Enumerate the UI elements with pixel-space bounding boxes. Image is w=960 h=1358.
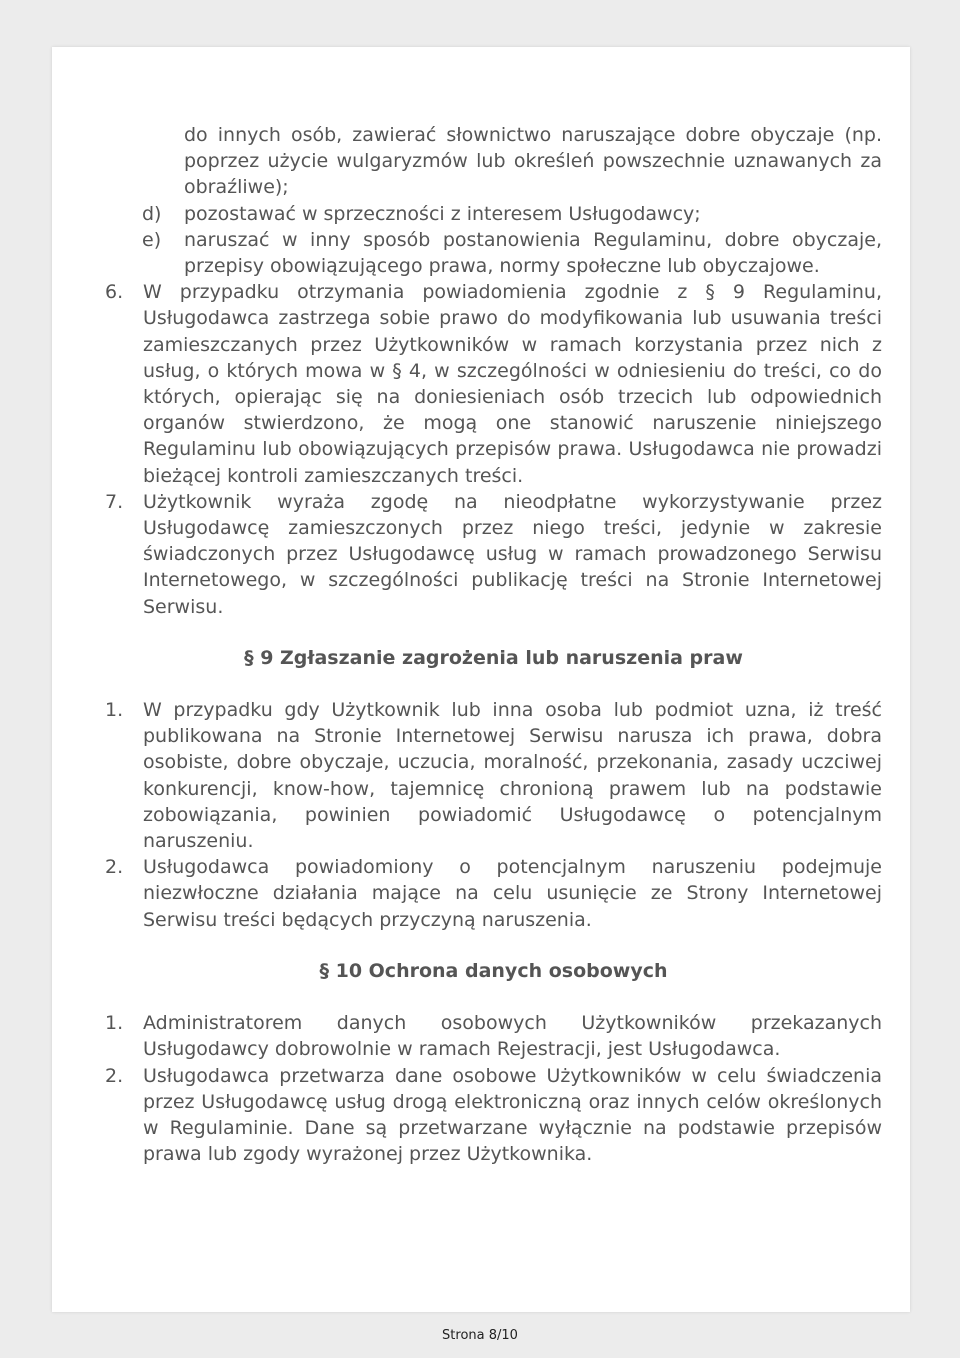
document-page xyxy=(52,47,910,1312)
section-9-heading: § 9 Zgłaszanie zagrożenia lub naruszenia praw xyxy=(244,646,743,669)
list-marker: d) xyxy=(142,202,162,225)
list-text: W przypadku gdy Użytkownik lub inna osoba lub podmiot uzna, iż treść publikowana na Stronie Internetowej Serwisu narusza ich prawa, dobra osobiste, dobre obyczaje, uczucia, moralność, przekonania, zasady uczciwej konkurencji, know-how, tajemnicę chronioną prawem lub na podstawie zobowiązania, powinien powiadomić Usługodawcę o potencjalnym naruszeniu. xyxy=(143,699,882,853)
list-item-7 xyxy=(105,489,882,620)
list-marker: 2. xyxy=(105,1064,124,1087)
list-item-9-1 xyxy=(105,697,882,854)
list-item-9-2 xyxy=(105,854,882,933)
list-item-d xyxy=(142,201,882,227)
list-item-6 xyxy=(105,279,882,489)
list-text: naruszać w inny sposób postanowienia Regulaminu, dobre obyczaje, przepisy obowiązującego prawa, normy społeczne lub obyczajowe. xyxy=(184,228,882,278)
section-10-heading: § 10 Ochrona danych osobowych xyxy=(319,959,668,982)
list-text: Użytkownik wyraża zgodę na nieodpłatne wykorzystywanie przez Usługodawcę zamieszczonych przez niego treści, jedynie w zakresie świadczonych przez Usługodawcę usług w ramach prowadzonego Serwisu Internetowego, w szczególności publikację treści na Stronie Internetowej Serwisu. xyxy=(143,490,882,618)
list-text: Administratorem danych osobowych Użytkowników przekazanych Usługodawcy dobrowolnie w ramach Rejestracji, jest Usługodawca. xyxy=(143,1012,882,1061)
list-text: W przypadku otrzymania powiadomienia zgodnie z § 9 Regulaminu, Usługodawca zastrzega sobie prawo do modyfikowania lub usuwania treści zamieszczanych przez Użytkowników w ramach korzystania przez nich z usług, o których mowa w § 4, w szczególności w odniesieniu do treści, co do których, opierając się na doniesieniach osób trzecich lub odpowiednich organów stwierdzono, że mogą one stanowić naruszenie niniejszego Regulaminu lub obowiązujących przepisów prawa. Usługodawca nie prowadzi bieżącej kontroli zamieszczanych treści. xyxy=(143,281,882,487)
list-marker: 1. xyxy=(105,1012,124,1035)
list-text: Usługodawca powiadomiony o potencjalnym naruszeniu podejmuje niezwłoczne działania mające na celu usunięcie ze Strony Internetowej Serwisu treści będących przyczyną naruszenia. xyxy=(143,856,882,931)
list-text: pozostawać w sprzeczności z interesem Usługodawcy; xyxy=(184,202,701,225)
page-number-footer: Strona 8/10 xyxy=(442,1328,518,1343)
list-marker: e) xyxy=(142,228,162,251)
list-text: Usługodawca przetwarza dane osobowe Użytkowników w celu świadczenia przez Usługodawcę usług drogą elektroniczną oraz innych celów określonych w Regulaminie. Dane są przetwarzane wyłącznie na podstawie przepisów prawa lub zgody wyrażonej przez Użytkownika. xyxy=(143,1064,882,1166)
list-marker: 6. xyxy=(105,281,124,304)
list-marker: 1. xyxy=(105,699,124,722)
page-content xyxy=(105,122,882,1167)
list-item-10-2 xyxy=(105,1063,882,1168)
list-marker: 7. xyxy=(105,490,124,513)
list-marker: 2. xyxy=(105,856,124,879)
list-item-e xyxy=(142,227,882,279)
list-item-10-1 xyxy=(105,1010,882,1062)
continuation-paragraph: do innych osób, zawierać słownictwo naruszające dobre obyczaje (np. poprzez użycie wulgaryzmów lub określeń powszechnie uznawanych za obraźliwe); xyxy=(184,124,882,199)
